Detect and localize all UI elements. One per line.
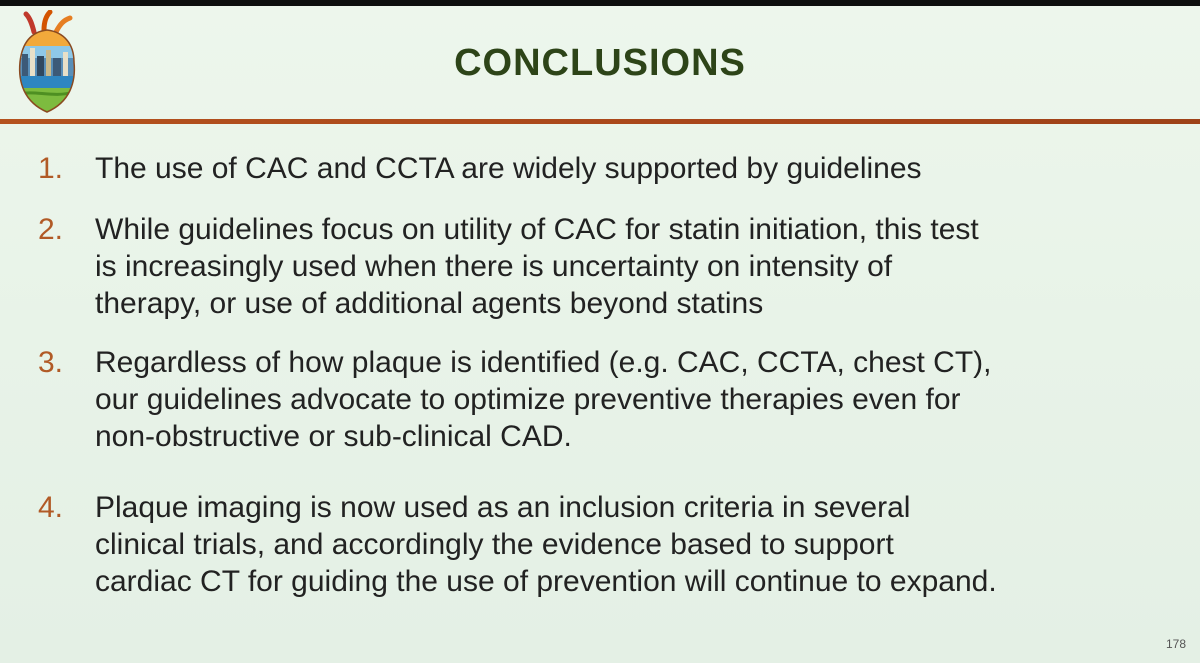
item-text	[95, 344, 1165, 455]
item-number: 4.	[38, 491, 64, 524]
list-item	[0, 489, 1200, 600]
item-line: therapy, or use of additional agents beyond statins	[95, 287, 764, 320]
item-line: clinical trials, and accordingly the evidence based to support	[95, 528, 894, 561]
item-text	[95, 211, 1165, 322]
item-number: 2.	[38, 213, 64, 246]
item-line: Plaque imaging is now used as an inclusion criteria in several	[95, 491, 911, 524]
item-number: 1.	[38, 152, 64, 185]
slide-title: CONCLUSIONS	[454, 42, 746, 84]
item-line: our guidelines advocate to optimize preventive therapies even for	[95, 383, 961, 416]
list-item	[0, 344, 1200, 455]
item-line: Regardless of how plaque is identified (e.g. CAC, CCTA, chest CT),	[95, 346, 992, 379]
item-number: 3.	[38, 346, 64, 379]
item-line: The use of CAC and CCTA are widely supported by guidelines	[95, 152, 922, 185]
item-line: cardiac CT for guiding the use of prevention will continue to expand.	[95, 565, 997, 598]
list-item	[0, 211, 1200, 322]
item-text	[95, 489, 1165, 600]
item-line: is increasingly used when there is uncertainty on intensity of	[95, 250, 893, 283]
conclusions-list	[0, 150, 1200, 600]
item-line: While guidelines focus on utility of CAC for statin initiation, this test	[95, 213, 979, 246]
slide	[0, 6, 1200, 663]
list-item	[0, 150, 1200, 187]
item-line: non-obstructive or sub-clinical CAD.	[95, 420, 572, 453]
title-divider	[0, 119, 1200, 124]
page-number: 178	[1165, 637, 1186, 651]
item-text	[95, 150, 1165, 187]
